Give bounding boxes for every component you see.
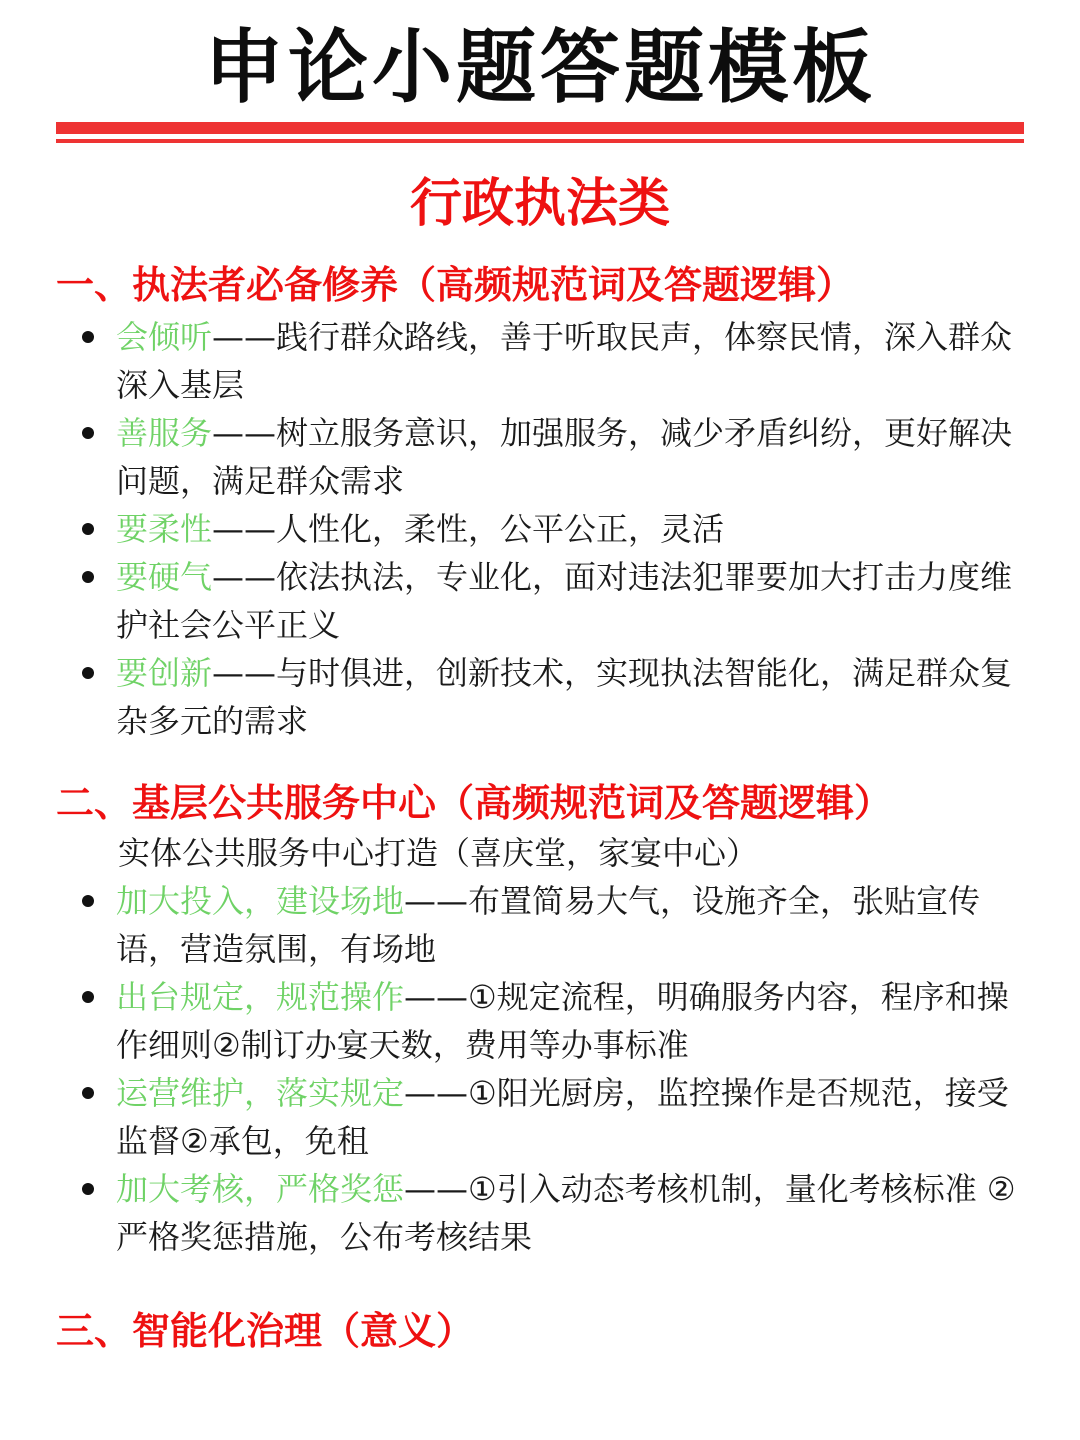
bullet-dot-icon bbox=[82, 1183, 94, 1195]
list-item bbox=[56, 877, 1024, 973]
bullet-dot-icon bbox=[82, 991, 94, 1003]
list-item bbox=[56, 973, 1024, 1069]
item-text: ——布置简易大气，设施齐全，张贴宣传语，营造氛围，有场地 bbox=[116, 882, 981, 968]
item-keyword: 运营维护，落实规定 bbox=[116, 1074, 405, 1112]
item-keyword: 会倾听 bbox=[116, 318, 213, 356]
item-keyword: 善服务 bbox=[116, 414, 213, 452]
item-text: ——①引入动态考核机制，量化考核标准 ②严格奖惩措施，公布考核结果 bbox=[116, 1170, 1016, 1256]
list-item bbox=[56, 1165, 1024, 1261]
item-keyword: 要硬气 bbox=[116, 558, 213, 596]
list-item bbox=[56, 313, 1024, 409]
section-2-list bbox=[56, 877, 1024, 1261]
page-subtitle: 行政执法类 bbox=[409, 173, 670, 234]
list-item bbox=[56, 505, 1024, 553]
item-keyword: 加大投入，建设场地 bbox=[116, 882, 405, 920]
list-item bbox=[56, 1069, 1024, 1165]
item-text: ——依法执法，专业化，面对违法犯罪要加大打击力度维护社会公平正义 bbox=[116, 558, 1013, 644]
bullet-dot-icon bbox=[82, 667, 94, 679]
item-keyword: 出台规定，规范操作 bbox=[116, 978, 405, 1016]
divider-thick-line bbox=[56, 122, 1024, 134]
item-keyword: 要创新 bbox=[116, 654, 213, 692]
item-text: ——①规定流程，明确服务内容，程序和操作细则②制订办宴天数，费用等办事标准 bbox=[116, 978, 1009, 1064]
section-heading-2: 二、基层公共服务中心（高频规范词及答题逻辑） bbox=[56, 781, 893, 825]
bullet-dot-icon bbox=[82, 895, 94, 907]
bullet-dot-icon bbox=[82, 331, 94, 343]
item-text: ——人性化，柔性，公平公正，灵活 bbox=[212, 510, 725, 548]
bullet-dot-icon bbox=[82, 1087, 94, 1099]
item-keyword: 要柔性 bbox=[116, 510, 213, 548]
item-text: ——与时俱进，创新技术，实现执法智能化，满足群众复杂多元的需求 bbox=[116, 654, 1013, 740]
item-keyword: 加大考核，严格奖惩 bbox=[116, 1170, 405, 1208]
page-title: 申论小题答题模板 bbox=[204, 21, 876, 114]
item-text: ——树立服务意识，加强服务，减少矛盾纠纷，更好解决问题，满足群众需求 bbox=[116, 414, 1013, 500]
divider-thin-line bbox=[56, 139, 1024, 143]
list-item bbox=[56, 553, 1024, 649]
list-item bbox=[56, 649, 1024, 745]
title-divider bbox=[56, 122, 1024, 143]
bullet-dot-icon bbox=[82, 523, 94, 535]
item-text: ——践行群众路线，善于听取民声，体察民情，深入群众深入基层 bbox=[116, 318, 1013, 404]
bullet-dot-icon bbox=[82, 427, 94, 439]
section-1-list bbox=[56, 313, 1024, 745]
item-text: ——①阳光厨房，监控操作是否规范，接受监督②承包，免租 bbox=[116, 1074, 1009, 1160]
section-heading-1: 一、执法者必备修养（高频规范词及答题逻辑） bbox=[56, 263, 855, 307]
section-2-intro: 实体公共服务中心打造（喜庆堂，家宴中心） bbox=[118, 834, 759, 872]
bullet-dot-icon bbox=[82, 571, 94, 583]
section-heading-3: 三、智能化治理（意义） bbox=[56, 1308, 475, 1353]
list-item bbox=[56, 409, 1024, 505]
